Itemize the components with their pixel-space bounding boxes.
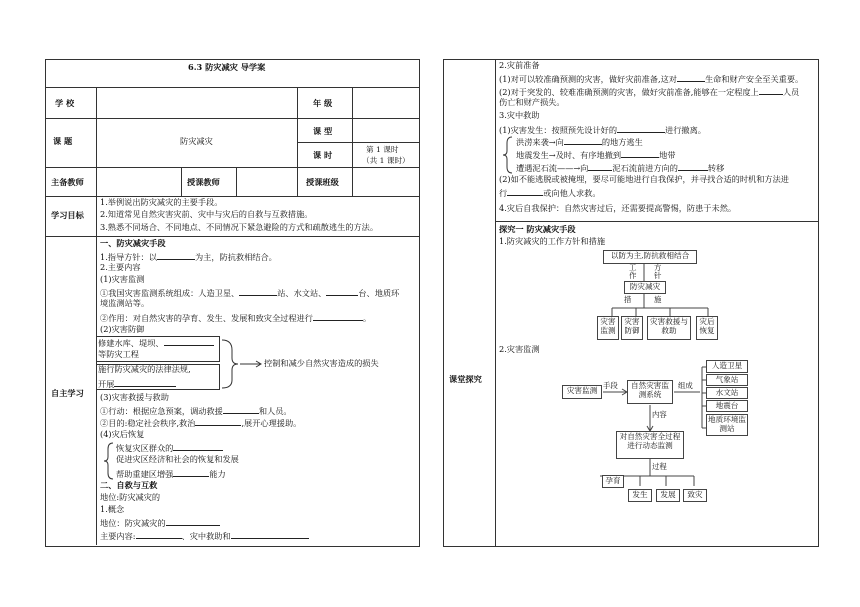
type-label: 课 型 [313,126,333,136]
section-2-heading: 二、自救与互救 [100,480,158,490]
explore-q1: 1.防灾减灾的工作方针和措施 [499,236,606,246]
rescue-action: ①行动：根据应急预案，调动救援 和人员。 [100,406,292,416]
diagram-2-component-geo: 地质环境监测站 [706,414,748,436]
section-1-heading: 一、防灾减灾手段 [100,238,166,248]
diagram-2-system-box: 自然灾害监测系统 [627,380,673,404]
diagram-2-component-seismic: 地震台 [706,400,748,412]
goals-label: 学习目标 [51,210,84,220]
diagram-1-measures: 措 [624,295,632,304]
defense-item-3: 施行防灾减灾的法律法规, [98,364,191,374]
diagram-1-item-defense: 灾害防御 [621,316,643,340]
rescue-purpose: ②目的:稳定社会秩序,救治 ,展开心理援助。 [100,418,302,428]
diagram-1-policy-tag: 方针 [654,263,662,281]
defense-item-4: 开展 [98,377,176,391]
in-disaster-heading: 3.灾中救助 [499,110,540,120]
self-rescue-status: 地位:防灾减灾的 [100,492,161,502]
defense-brace [220,336,270,392]
teaching-teacher-label: 授课教师 [187,177,220,187]
diagram-1-measures-2: 施 [654,295,662,304]
page-title: 6.3 防灾减灾 导学案 [188,62,266,72]
main-content-summary: 主要内容: 、灾中救助和 [100,529,309,543]
diagram-2-process-box: 对自然灾害全过程进行动态监测 [616,431,684,459]
diagram-2-stage-disaster: 致灾 [683,489,707,502]
defense-line: (2)灾害防御 [100,324,145,334]
pre-disaster-2b: 伤亡和财产损失。 [499,97,565,107]
topic-label: 课 题 [53,136,73,146]
guideline-line: 1.指导方针：以 为主，防抗救相结合。 [100,252,277,262]
diagram-2-component-weather: 气象站 [706,374,748,386]
period-value-2: （共 1 课时） [362,156,410,165]
pre-disaster-1: (1)对可以较准确预测的灾害，做好灾前准备,这对 生命和财产安全至关重要。 [499,74,804,84]
recovery-item-2: 促进灾区经济和社会的恢复和发展 [116,454,239,464]
recovery-heading: (4)灾后恢复 [100,429,145,439]
monitoring-system-line-2: 境监测站等。 [100,298,150,308]
goal-item-3: 3.熟悉不同场合、不同地点、不同情况下紧急避险的方式和疏散逃生的方法。 [100,222,379,232]
grade-label: 年 级 [313,98,333,108]
diagram-2-stage-occurrence: 发生 [628,489,652,502]
main-content-line: 2.主要内容 [100,262,141,272]
diagram-2-component-hydrology: 水文站 [706,387,748,399]
post-disaster: 4.灾后自我保护：自然灾害过后，还需要提高警惕，防患于未然。 [499,203,737,213]
explore-q2: 2.灾害监测 [499,344,540,354]
goal-item-1: 1.举例说出防灾减灾的主要手段。 [100,197,223,207]
explore-title: 探究一 防灾减灾手段 [499,224,576,234]
diagram-2-component-satellite: 人造卫星 [706,360,748,373]
recovery-brace [103,442,115,480]
self-protection-2: 行 或向他人求救。 [499,188,601,198]
diagram-2-monitoring-box: 灾害监测 [562,385,602,399]
diagram-2-stage-development: 发展 [656,489,680,502]
diagram-1-item-rescue: 灾害救援与救助 [647,316,691,340]
monitoring-role-line: ②作用：对自然灾害的孕育、发生、发展和致灾全过程进行 。 [100,313,372,323]
period-value-1: 第 1 课时 [366,145,399,154]
class-label: 授课班级 [306,177,339,187]
escape-earthquake: 地震发生→及时、有序地撤到 地带 [516,150,676,160]
diagram-2-means-label: 手段 [603,381,618,390]
diagram-2-content-label: 内容 [652,410,667,419]
diagram-1-policy-box: 以防为主,防抗救相结合 [603,250,697,264]
defense-item-2: 等防灾工程 [98,349,139,359]
period-label: 课 时 [313,150,333,160]
pre-disaster-2: (2)对于突发的、较难准确预测的灾害，做好灾前准备,能够在一定程度上 人员 [499,87,800,97]
main-teacher-label: 主备教师 [51,177,84,187]
in-disaster-1: (1)灾害发生：按照预先设计好的 进行撤离。 [499,125,706,135]
monitoring-system-line: ①我国灾害监测系统组成：人造卫星、 站、水文站、 台、地质环 [100,288,400,298]
concept-line: 1.概念 [100,504,125,514]
recovery-item-3: 帮助重建区增强 能力 [116,469,226,479]
escape-flood: 洪涝来袭→向 的地方逃生 [516,137,643,147]
diagram-1-center-box: 防灾减灾 [624,281,666,294]
self-protection-1: (2)如不能逃脱或被掩埋，要尽可能地进行自我保护，并寻找合适的时机和方法进 [499,174,789,184]
pre-disaster-heading: 2.灾前准备 [499,60,540,70]
defense-item-1: 修建水库、堤坝、 [98,336,214,350]
recovery-item-1: 恢复灾区群众的 [116,441,223,455]
self-study-label: 自主学习 [51,388,84,398]
diagram-1-item-recovery: 灾后恢复 [696,316,718,340]
defense-result: 控制和减少自然灾害造成的损失 [264,358,379,368]
topic-value: 防灾减灾 [180,136,213,146]
school-label: 学 校 [55,98,75,108]
escape-debris-flow: 遭遇泥石流——→向 泥石流前进方向的 转移 [516,163,725,173]
explore-label: 课堂探究 [449,374,482,384]
diagram-1-item-monitoring: 灾害监测 [597,316,619,340]
diagram-2-stage-gestation: 孕育 [602,475,624,488]
goal-item-2: 2.知道常见自然灾害灾前、灾中与灾后的自救与互救措施。 [100,209,313,219]
rescue-heading: (3)灾害救援与救助 [100,392,169,402]
escape-brace [502,136,514,174]
diagram-1-work-tag: 工作 [629,263,637,281]
diagram-2-process-label: 过程 [652,462,667,471]
diagram-2-compose-label: 组成 [678,381,693,390]
concept-status: 地位：防灾减灾的 [100,516,220,530]
monitoring-line: (1)灾害监测 [100,274,145,284]
